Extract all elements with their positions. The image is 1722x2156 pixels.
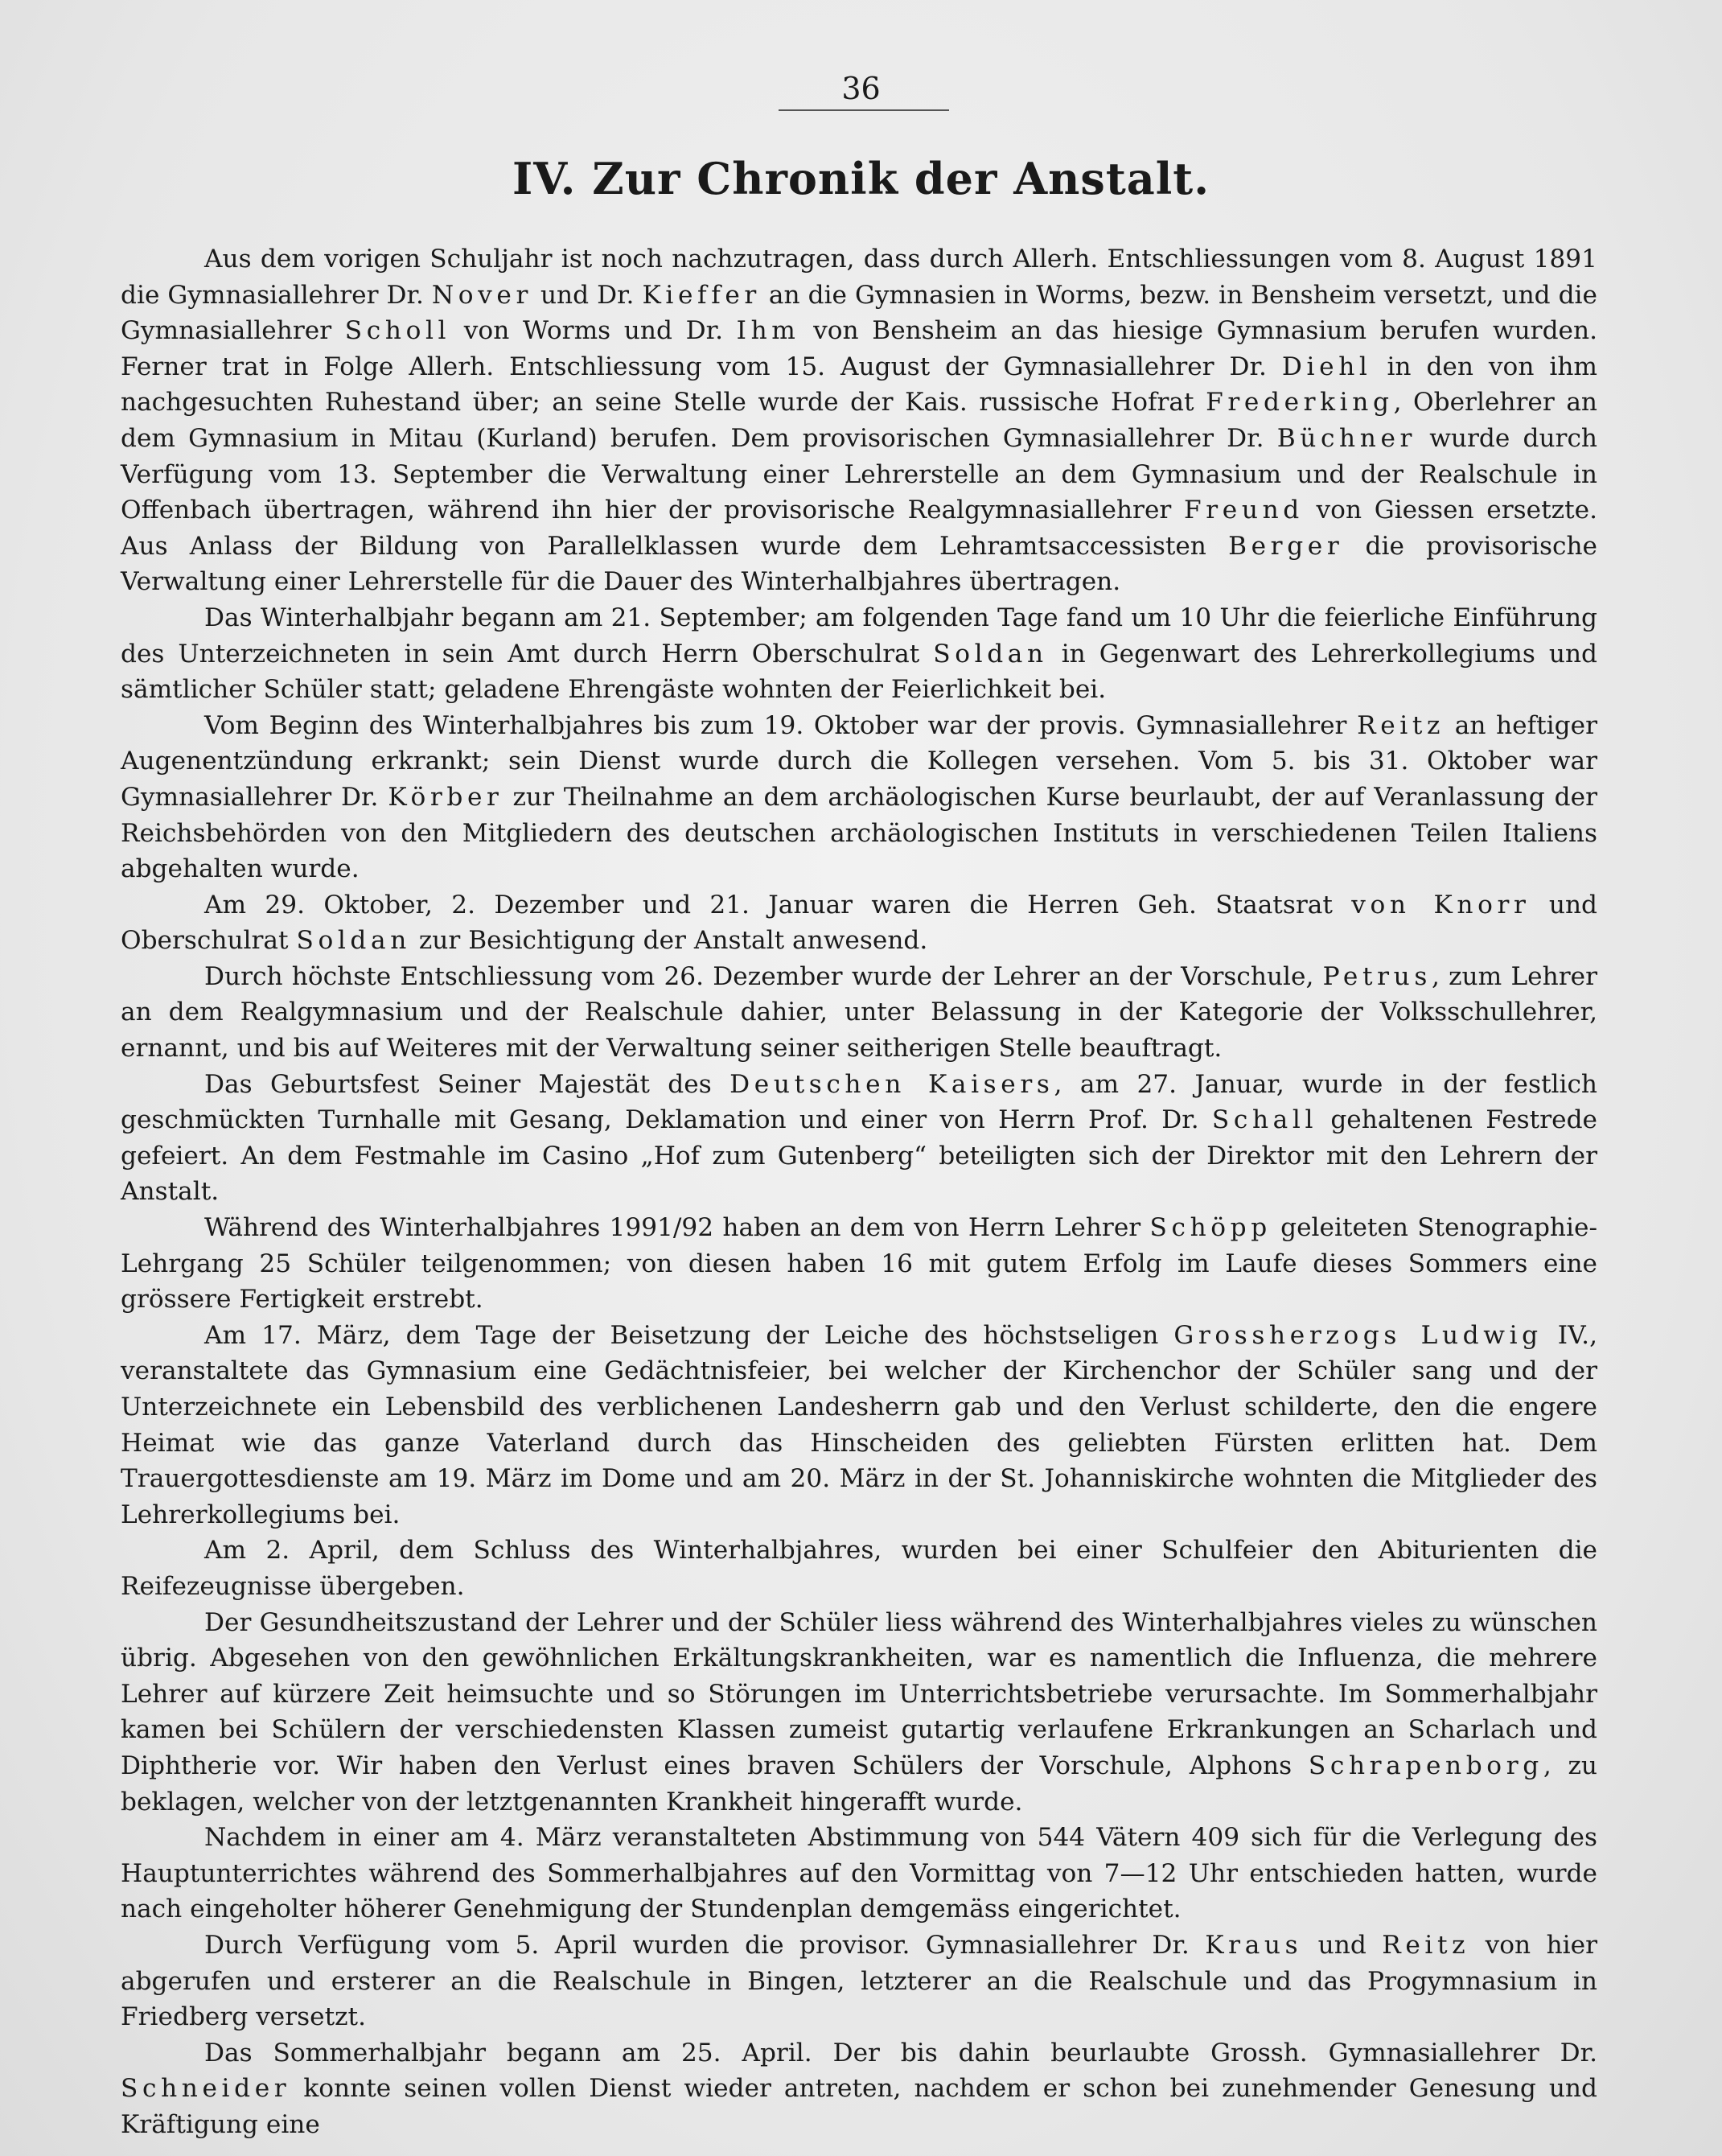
spaced-name: Schall <box>1211 1105 1318 1135</box>
paragraph-4: Am 29. Oktober, 2. Dezember und 21. Januar waren die Herren Geh. Staatsrat von Knorr und Oberschulrat Soldan zur Besichtigung der Anstalt anwesend. <box>121 890 1598 956</box>
spaced-name: Petrus <box>1322 961 1432 991</box>
spaced-name: Berger <box>1228 531 1344 561</box>
paragraph-5: Durch höchste Entschliessung vom 26. Dezember wurde der Lehrer an der Vorschule, Petrus, zum Lehrer an dem Realgymnasium und der Realschule dahier, unter Belassung in der Kategorie der Volksschullehrer, ernannt, und bis auf Weiteres mit der Verwaltung seiner seitherigen Stelle beauftragt. <box>121 961 1597 1064</box>
chronicle-body <box>121 241 1597 2142</box>
paragraph-2: Das Winterhalbjahr begann am 21. September; am folgenden Tage fand um 10 Uhr die feierliche Einführung des Unterzeichneten in sein Amt durch Herrn Oberschulrat Soldan in Gegenwart des Lehrerkollegiums und sämtlicher Schüler statt; geladene Ehrengäste wohnten der Feierlichkeit bei. <box>121 603 1597 705</box>
paragraph-10: Der Gesundheitszustand der Lehrer und der Schüler liess während des Winterhalbjahres vieles zu wünschen übrig. Abgesehen von den gewöhnlichen Erkältungskrankheiten, war es namentlich die Influenza, die mehrere Lehrer auf kürzere Zeit heimsuchte und so Störungen im Unterrichtsbetriebe verursachte. Im Sommerhalbjahr kamen bei Schülern der verschiedensten Klassen zumeist gutartig verlaufene Erkrankungen an Scharlach und Diphtherie vor. Wir haben den Verlust eines braven Schülers der Vorschule, Alphons Schrapenborg, zu beklagen, welcher von der letztgenannten Krankheit hingerafft wurde. <box>121 1607 1597 1817</box>
paragraph-6: Das Geburtsfest Seiner Majestät des Deutschen Kaisers, am 27. Januar, wurde in der festlich geschmückten Turnhalle mit Gesang, Deklamation und einer von Herrn Prof. Dr. Schall gehaltenen Festrede gefeiert. An dem Festmahle im Casino „Hof zum Gutenberg“ beteiligten sich der Direktor mit den Lehrern der Anstalt. <box>121 1069 1597 1207</box>
spaced-name: Reitz <box>1357 710 1445 740</box>
spaced-name: Scholl <box>344 316 451 346</box>
paragraph-12: Durch Verfügung vom 5. April wurden die provisor. Gymnasiallehrer Dr. Kraus und Reitz von hier abgerufen und ersterer an die Realschule in Bingen, letzterer an die Realschule und das Progymnasium in Friedberg versetzt. <box>121 1930 1597 2032</box>
paragraph-11: Nachdem in einer am 4. März veranstalteten Abstimmung von 544 Vätern 409 sich für die Verlegung des Hauptunterrichtes während des Sommerhalbjahres auf den Vormittag von 7—12 Uhr entschieden hatten, wurde nach eingeholter höherer Genehmigung der Stundenplan demgemäss eingerichtet. <box>121 1823 1597 1924</box>
spaced-name: Reitz <box>1382 1930 1470 1960</box>
paragraph-8: Am 17. März, dem Tage der Beisetzung der Leiche des höchstseligen Grossherzogs Ludwig IV., veranstaltete das Gymnasium eine Gedächtnisfeier, bei welcher der Kirchenchor der Schüler sang und der Unterzeichnete ein Lebensbild des verblichenen Landesherrn gab und den Verlust schilderte, den die engere Heimat wie das ganze Vaterland durch das Hinscheiden des geliebten Fürsten erlitten hat. Dem Trauergottesdienste am 19. März im Dome und am 20. März in der St. Johanniskirche wohnten die Mitglieder des Lehrerkollegiums bei. <box>121 1320 1598 1529</box>
spaced-name: Freund <box>1184 496 1304 525</box>
page-number: 36 <box>841 71 881 106</box>
spaced-name: Soldan <box>933 639 1048 669</box>
spaced-name: Ihm <box>736 316 800 346</box>
paragraph-3: Vom Beginn des Winterhalbjahres bis zum 19. Oktober war der provis. Gymnasiallehrer Reitz an heftiger Augenentzündung erkrankt; sein Dienst wurde durch die Kollegen versehen. Vom 5. bis 31. Oktober war Gymnasiallehrer Dr. Körber zur Theilnahme an dem archäologischen Kurse beurlaubt, der auf Veranlassung der Reichsbehörden von den Mitgliedern des deutschen archäologischen Instituts in verschiedenen Teilen Italiens abgehalten wurde. <box>121 710 1597 884</box>
spaced-name: Körber <box>388 782 503 812</box>
spaced-name: Nover <box>431 280 532 310</box>
spaced-name: Frederking <box>1206 388 1394 418</box>
paragraph-7: Während des Winterhalbjahres 1991/92 haben an dem von Herrn Lehrer Schöpp geleiteten Stenographie-Lehrgang 25 Schüler teilgenommen; von diesen haben 16 mit gutem Erfolg im Laufe dieses Sommers eine grössere Fertigkeit erstrebt. <box>121 1213 1597 1315</box>
spaced-name: Soldan <box>296 926 411 956</box>
spaced-name: Kraus <box>1205 1930 1303 1960</box>
spaced-name: Schneider <box>121 2074 291 2104</box>
spaced-name: von Knorr <box>1351 890 1531 920</box>
spaced-name: Deutschen Kaisers <box>729 1069 1054 1099</box>
paragraph-1: Aus dem vorigen Schuljahr ist noch nachzutragen, dass durch Allerh. Entschliessungen vom 8. August 1891 die Gymnasiallehrer Dr. Nover und Dr. Kieffer an die Gymnasien in Worms, bezw. in Bensheim versetzt, und die Gymnasiallehrer Scholl von Worms und Dr. Ihm von Bensheim an das hiesige Gymnasium berufen wurden. Ferner trat in Folge Allerh. Entschliessung vom 15. August der Gymnasiallehrer Dr. Diehl in den von ihm nachgesuchten Ruhestand über; an seine Stelle wurde der Kais. russische Hofrat Frederking, Oberlehrer an dem Gymnasium in Mitau (Kurland) berufen. Dem provisorischen Gymnasiallehrer Dr. Büchner wurde durch Verfügung vom 13. September die Verwaltung einer Lehrerstelle an dem Gymnasium und der Realschule in Offenbach übertragen, während ihn hier der provisorische Realgymnasiallehrer Freund von Giessen ersetzte. Aus Anlass der Bildung von Parallelklassen wurde dem Lehramtsaccessisten Berger die provisorische Verwaltung einer Lehrerstelle für die Dauer des Winterhalbjahres übertragen. <box>121 245 1598 597</box>
spaced-name: Schrapenborg <box>1308 1751 1543 1780</box>
spaced-name: Kieffer <box>642 280 761 310</box>
section-title: IV. Zur Chronik der Anstalt. <box>512 153 1210 204</box>
spaced-name: Grossherzogs Ludwig <box>1173 1320 1543 1350</box>
paragraph-9: Am 2. April, dem Schluss des Winterhalbjahres, wurden bei einer Schulfeier den Abiturienten die Reifezeugnisse übergeben. <box>121 1536 1597 1601</box>
spaced-name: Schöpp <box>1149 1213 1272 1243</box>
spaced-name: Büchner <box>1276 423 1417 453</box>
spaced-name: Diehl <box>1281 352 1372 381</box>
paragraph-13: Das Sommerhalbjahr begann am 25. April. Der bis dahin beurlaubte Grossh. Gymnasiallehrer Dr. Schneider konnte seinen vollen Dienst wieder antreten, nachdem er schon bei zunehmender Genesung und Kräftigung eine <box>121 2038 1597 2139</box>
page-number-rule <box>779 109 949 111</box>
